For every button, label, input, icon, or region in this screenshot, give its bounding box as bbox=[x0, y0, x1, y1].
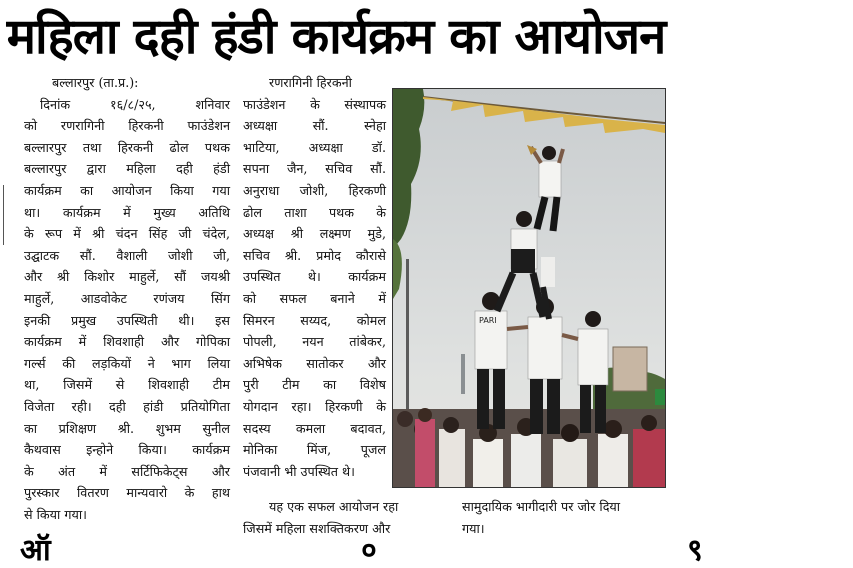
dateline: बल्लारपुर (ता.प्र.): bbox=[52, 75, 139, 90]
event-photo bbox=[392, 88, 666, 488]
text-line: सदस्य कमला बदावत, bbox=[243, 420, 386, 436]
text-line: यह एक सफल आयोजन रहा bbox=[269, 499, 399, 514]
text-line: कार्यक्रम का आयोजन किया गया bbox=[24, 182, 230, 198]
text-line: के अंत में सर्टिफिकेट्स और bbox=[24, 463, 230, 479]
text-line: सिमरन सय्यद, कोमल bbox=[243, 312, 386, 328]
text-line: था। कार्यक्रम में मुख्य अतिथि bbox=[24, 204, 230, 220]
text-line: उपस्थित थे। कार्यक्रम bbox=[243, 269, 386, 285]
text-line: से किया गया। bbox=[24, 506, 87, 522]
text-line: अभिषेक सातोकर और bbox=[243, 355, 386, 371]
column-rule bbox=[3, 185, 4, 245]
text-line: मोनिका मिंज, पूजल bbox=[243, 442, 386, 458]
spectator-saree bbox=[415, 419, 435, 487]
text-line: पोपली, नयन तांबेकर, bbox=[243, 334, 386, 350]
text-line: अध्यक्षा सौं. स्नेहा bbox=[243, 118, 386, 134]
text-line: था, जिसमें से शिवशाही टीम bbox=[24, 377, 230, 393]
text-line: सामुदायिक भागीदारी पर जोर दिया bbox=[462, 499, 621, 514]
human-pyramid-illustration bbox=[393, 89, 665, 487]
text-line: पुरी टीम का विशेष bbox=[243, 377, 386, 393]
text-line: योगदान रहा। हिरकणी के bbox=[243, 398, 386, 414]
text-line: दिनांक १६/८/२५, शनिवार bbox=[40, 96, 230, 112]
text-line: कैथवास इन्होने किया। कार्यक्रम bbox=[24, 442, 230, 458]
text-line: भाटिया, अध्यक्षा डॉ. bbox=[243, 139, 386, 155]
text-line: ढोल ताशा पथक के bbox=[243, 204, 386, 220]
text-line: का प्रशिक्षण श्री. शुभम सुनील bbox=[24, 420, 230, 436]
text-line: पुरस्कार वितरण मान्यवारो के हाथ bbox=[24, 485, 230, 501]
text-line: और श्री किशोर माहुर्ले, सौं जयश्री bbox=[24, 269, 230, 285]
text-line: विजेता रही। दही हांडी प्रतियोगिता bbox=[24, 398, 230, 414]
text-line: बल्लारपुर तथा हिरकनी ढोल पथक bbox=[24, 139, 230, 155]
text-line: गया। bbox=[462, 520, 485, 536]
text-line: इनकी प्रमुख उपस्थिती थी। इस bbox=[24, 312, 230, 328]
text-line: जिसमें महिला सशक्तिकरण और bbox=[243, 520, 391, 536]
distant-tower bbox=[461, 354, 465, 394]
text-line: के रूप में श्री चंदन सिंह जी चंदेल, bbox=[24, 226, 230, 242]
text-line: उद्घाटक सौं. वैशाली जोशी जी, bbox=[24, 247, 230, 263]
text-line: सपना जैन, सचिव सौं. bbox=[243, 161, 386, 177]
text-line: अनुराधा जोशी, हिरकणी bbox=[243, 182, 386, 198]
text-line: माहुर्ले, आडवोकेट रणंजय सिंग bbox=[24, 290, 230, 306]
article-column-1 bbox=[24, 72, 230, 525]
text-line: को रणरागिनी हिरकनी फाउंडेशन bbox=[24, 118, 230, 134]
text-line: गर्ल्स की लड़कियों ने भाग लिया bbox=[24, 355, 230, 371]
banner-board bbox=[613, 347, 647, 391]
headline: महिला दही हंडी कार्यक्रम का आयोजन bbox=[6, 8, 666, 65]
article-column-2 bbox=[243, 72, 386, 482]
text-line: को सफल बनाने में bbox=[243, 290, 386, 306]
text-line: फाउंडेशन के संस्थापक bbox=[243, 96, 386, 112]
text-line: कार्यक्रम में शिवशाही और गोपिका bbox=[24, 334, 230, 350]
text-line: अध्यक्ष श्री लक्ष्मण मुडे, bbox=[243, 226, 386, 242]
next-headline-fragment: ऑ ० ९ bbox=[20, 533, 853, 568]
green-light bbox=[655, 389, 665, 405]
text-line: सचिव श्री. प्रमोद कौरासे bbox=[243, 247, 386, 263]
text-line: रणरागिनी हिरकनी bbox=[269, 75, 352, 90]
text-line: पंजवानी भी उपस्थित थे। bbox=[243, 463, 355, 479]
shirt-text: PARI bbox=[479, 316, 497, 325]
text-line: बल्लारपुर द्वारा महिला दही हंडी bbox=[24, 161, 230, 177]
